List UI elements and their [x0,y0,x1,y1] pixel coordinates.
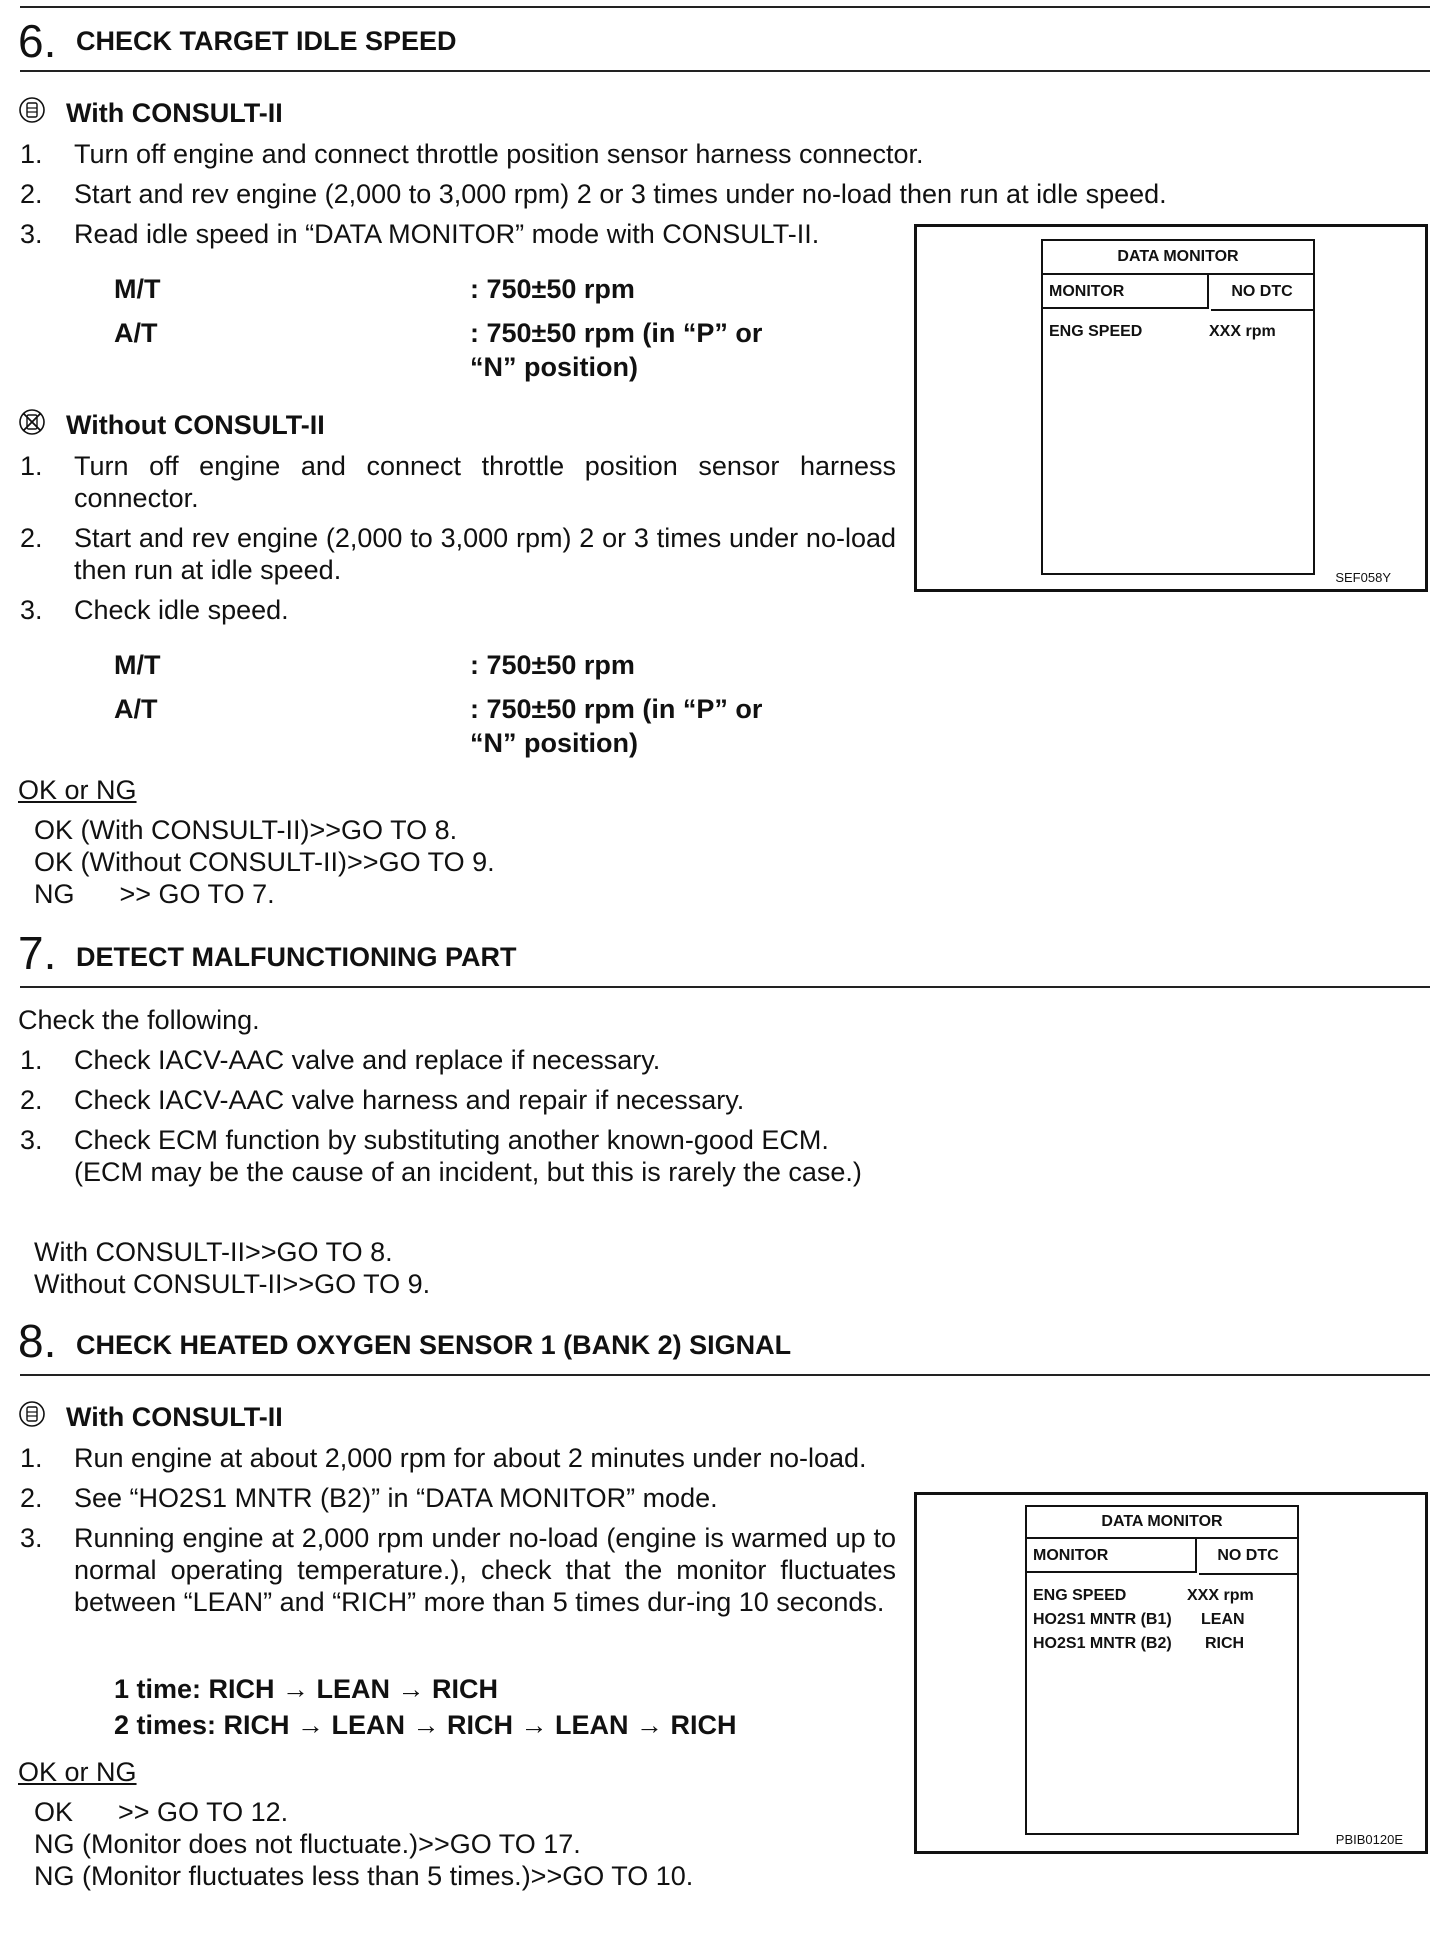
screen-header: DATA MONITOR [1027,1507,1297,1539]
cycle-line: 2 times: RICH → LEAN → RICH → LEAN → RICH [114,1710,737,1740]
spec-label: A/T [114,318,158,348]
section-6-number: 6. [18,15,57,67]
screen-col-monitor: MONITOR [1027,1539,1197,1573]
result-line: Without CONSULT-II>>GO TO 9. [34,1269,431,1299]
section-7-rule [20,986,1430,988]
ok-or-ng-label: OK or NG [18,775,137,805]
screen-col-status: NO DTC [1211,275,1313,311]
step-number: 2. [20,1483,43,1513]
figure-code: SEF058Y [1335,570,1391,585]
section-6-rule [20,70,1430,72]
spec-value: : 750±50 rpm [470,274,635,304]
spec-value: : 750±50 rpm (in “P” or [470,694,763,724]
data-monitor-screen [1025,1505,1299,1835]
step-text: Turn off engine and connect throttle position sensor harness connector. [74,451,896,513]
step-number: 1. [20,1443,43,1473]
step-text: Check IACV-AAC valve harness and repair if necessary. [74,1085,745,1115]
monitor-row-name: HO2S1 MNTR (B1) [1033,1611,1172,1628]
consult-tool-icon [18,1400,46,1428]
with-consult-heading: With CONSULT-II [66,1402,283,1432]
monitor-row-value: XXX rpm [1209,323,1276,340]
section-8-rule [20,1374,1430,1376]
result-line: NG (Monitor does not fluctuate.)>>GO TO 17. [34,1829,581,1859]
section-8-number: 8. [18,1315,57,1367]
result-line: NG (Monitor fluctuates less than 5 times.)>>GO TO 10. [34,1861,694,1891]
consult-tool-icon [18,96,46,124]
with-consult-heading: With CONSULT-II [66,98,283,128]
step-text: Read idle speed in “DATA MONITOR” mode with CONSULT-II. [74,219,820,249]
step-text: Running engine at 2,000 rpm under no-load (engine is warmed up to normal operating temperature.), check that the monitor fluctuates between “LEAN” and “RICH” more than 5 times dur-ing 10 seconds. [74,1523,896,1617]
result-line: OK (Without CONSULT-II)>>GO TO 9. [34,847,495,877]
without-consult-heading: Without CONSULT-II [66,410,325,440]
step-number: 2. [20,1085,43,1115]
intro-text: Check the following. [18,1005,260,1035]
step-text: Check idle speed. [74,595,289,625]
step-text: See “HO2S1 MNTR (B2)” in “DATA MONITOR” mode. [74,1483,718,1513]
figure-code: PBIB0120E [1335,1832,1403,1847]
step-text: Turn off engine and connect throttle position sensor harness connector. [74,139,924,169]
monitor-row-value: XXX rpm [1187,1587,1254,1604]
step-number: 1. [20,139,43,169]
step-text: Start and rev engine (2,000 to 3,000 rpm) 2 or 3 times under no-load then run at idle speed. [74,523,896,585]
step-number: 2. [20,179,43,209]
step-number: 3. [20,1125,43,1155]
screen-col-status: NO DTC [1199,1539,1297,1575]
spec-label: M/T [114,274,161,304]
step-number: 3. [20,1523,43,1553]
step-text: Check ECM function by substituting another known-good ECM. [74,1125,829,1155]
ok-or-ng-label: OK or NG [18,1757,137,1787]
screen-col-monitor: MONITOR [1043,275,1209,309]
no-consult-icon [18,408,46,436]
step-number: 1. [20,451,43,481]
step-text: Run engine at about 2,000 rpm for about 2 minutes under no-load. [74,1443,867,1473]
section-6-title: CHECK TARGET IDLE SPEED [76,26,457,56]
monitor-row-value: LEAN [1201,1611,1245,1628]
section-7-number: 7. [18,927,57,979]
spec-label: A/T [114,694,158,724]
step-number: 1. [20,1045,43,1075]
data-monitor-screen [1041,239,1315,575]
data-monitor-figure-2 [914,1492,1428,1854]
spec-value: : 750±50 rpm [470,650,635,680]
step-note: (ECM may be the cause of an incident, but this is rarely the case.) [74,1157,862,1187]
screen-header: DATA MONITOR [1043,241,1313,275]
monitor-row-name: ENG SPEED [1049,323,1143,340]
spec-value-cont: “N” position) [470,352,638,382]
step-number: 3. [20,595,43,625]
result-line: NG >> GO TO 7. [34,879,275,909]
section-7-title: DETECT MALFUNCTIONING PART [76,942,517,972]
step-text: Check IACV-AAC valve and replace if necessary. [74,1045,661,1075]
spec-value-cont: “N” position) [470,728,638,758]
data-monitor-figure-1 [914,224,1428,592]
monitor-row-value: RICH [1205,1635,1245,1652]
result-line: OK >> GO TO 12. [34,1797,289,1827]
section-8-title: CHECK HEATED OXYGEN SENSOR 1 (BANK 2) SIGNAL [76,1330,792,1360]
monitor-row-name: HO2S1 MNTR (B2) [1033,1635,1172,1652]
result-line: With CONSULT-II>>GO TO 8. [34,1237,393,1267]
result-line: OK (With CONSULT-II)>>GO TO 8. [34,815,458,845]
monitor-row-name: ENG SPEED [1033,1587,1127,1604]
step-text: Start and rev engine (2,000 to 3,000 rpm) 2 or 3 times under no-load then run at idle speed. [74,179,1167,209]
step-number: 3. [20,219,43,249]
spec-label: M/T [114,650,161,680]
cycle-line: 1 time: RICH → LEAN → RICH [114,1674,499,1704]
top-rule [20,6,1430,8]
step-number: 2. [20,523,43,553]
spec-value: : 750±50 rpm (in “P” or [470,318,763,348]
